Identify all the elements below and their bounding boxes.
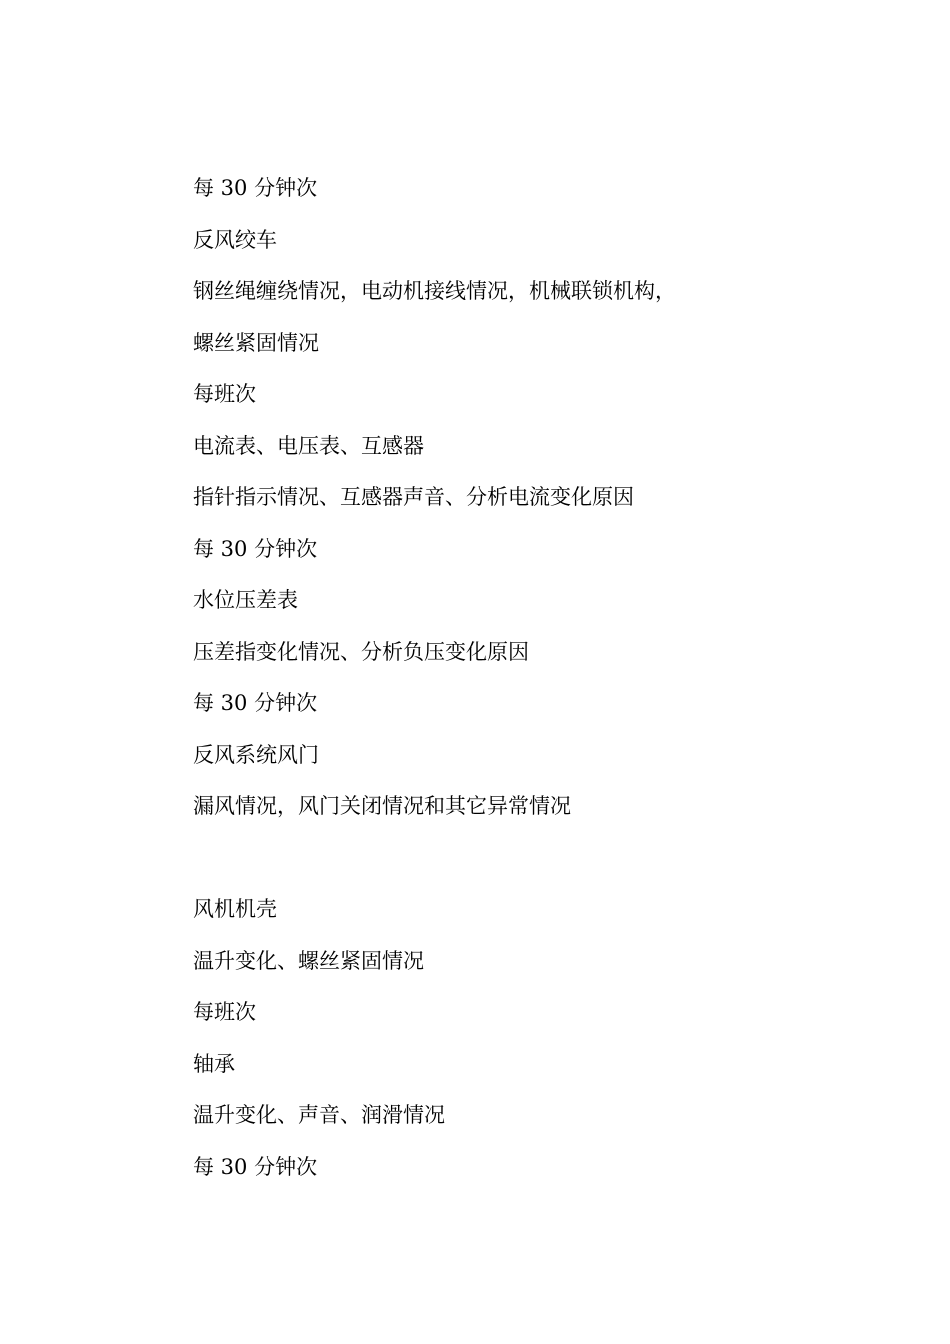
- text-line: 每 30 分钟次: [193, 1154, 318, 1179]
- text-line: 反风绞车: [193, 227, 277, 252]
- text-line: 温升变化、声音、润滑情况: [193, 1103, 445, 1127]
- text-line: 电流表、电压表、互感器: [193, 433, 424, 458]
- text-line: 每 30 分钟次: [193, 536, 318, 561]
- text-line: 每班次: [193, 382, 256, 406]
- blank-line: [193, 838, 873, 878]
- text-line: 风机机壳: [193, 897, 277, 921]
- text-line: 漏风情况，风门关闭情况和其它异常情况: [193, 794, 571, 818]
- text-line: 每 30 分钟次: [193, 176, 318, 200]
- text-line: 螺丝紧固情况: [193, 330, 319, 355]
- text-lines: [193, 168, 873, 1198]
- text-line: 温升变化、螺丝紧固情况: [193, 948, 424, 973]
- text-line: 水位压差表: [193, 588, 298, 612]
- text-line: 压差指变化情况、分析负压变化原因: [193, 639, 529, 664]
- text-line: 每班次: [193, 1000, 256, 1024]
- text-line: 反风系统风门: [193, 742, 319, 767]
- text-line: 钢丝绳缠绕情况，电动机接线情况，机械联锁机构，: [193, 279, 676, 303]
- text-line: 指针指示情况、互感器声音、分析电流变化原因: [193, 485, 634, 509]
- text-line: 轴承: [193, 1051, 235, 1076]
- text-line: 每 30 分钟次: [193, 691, 318, 715]
